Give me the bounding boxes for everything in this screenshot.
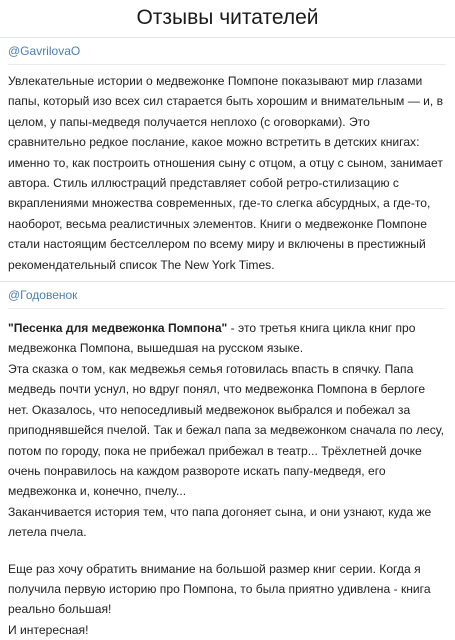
review-body xyxy=(8,65,446,281)
review-paragraph: Эта сказка о том, как медвежья семья готовилась впасть в спячку. Папа медведь почти уснул, но вдруг понял, что медвежонка Помпона в берлоге нет. Оказалось, что непоседливый медвежонок выбрался и побежал за приподнявшейся пчелой. Так и бежал папа за медвежонком сначала по лесу, потом по городу, пока не прибежал прибежал в театр... Трёхлетней дочке очень понравилось на каждом развороте искать папу-медведя, его медвежонка и, конечно, пчелу... xyxy=(8,361,444,499)
review-paragraph: Заканчивается история тем, что папа догоняет сына, и они узнают, куда же летела пчела. xyxy=(8,504,432,540)
review-intro xyxy=(8,318,446,359)
review-paragraph: И интересная! xyxy=(8,622,89,637)
review-intro-text: - это третья книга цикла книг про медвежонка Помпона, вышедшая на русском языке. xyxy=(8,321,416,356)
book-title: "Песенка для медвежонка Помпона" xyxy=(8,321,228,336)
review-paragraph: Еще раз хочу обратить внимание на большой размер книг серии. Когда я получила первую историю про Помпона, то была приятно удивлена - книга реально большая! xyxy=(8,561,431,617)
page-title: Отзывы читателей xyxy=(136,6,319,29)
review-author-link[interactable]: @GavrilovaO xyxy=(8,44,81,58)
paragraph-spacer xyxy=(8,543,446,559)
review-card xyxy=(0,281,455,640)
review-paragraph: Увлекательные истории о медвежонке Помпоне показывают мир глазами папы, который изо всех сил старается быть хорошим и внимательным — и, в целом, у папы-медведя получается неплохо (с оговорками). Это сравнительно редкое послание, какое можно встретить в детских книгах: именно то, как построить отношения сыну с отцом, а отцу с сыном, занимает автора. Стиль иллюстраций представляет собой ретро-стилизацию с вкраплениями множества современных, где-то слегка абсурдных, а где-то, наоборот, весьма реалистичных элементов. Книги о медвежонке Помпоне стали настоящим бестселлером по всему миру и включены в престижный рекомендательный список The New York Times. xyxy=(8,74,444,272)
review-header xyxy=(8,282,446,309)
review-header xyxy=(8,38,446,65)
review-author-link[interactable]: @Годовенок xyxy=(8,288,78,303)
review-card xyxy=(0,37,455,281)
review-body xyxy=(8,309,446,640)
